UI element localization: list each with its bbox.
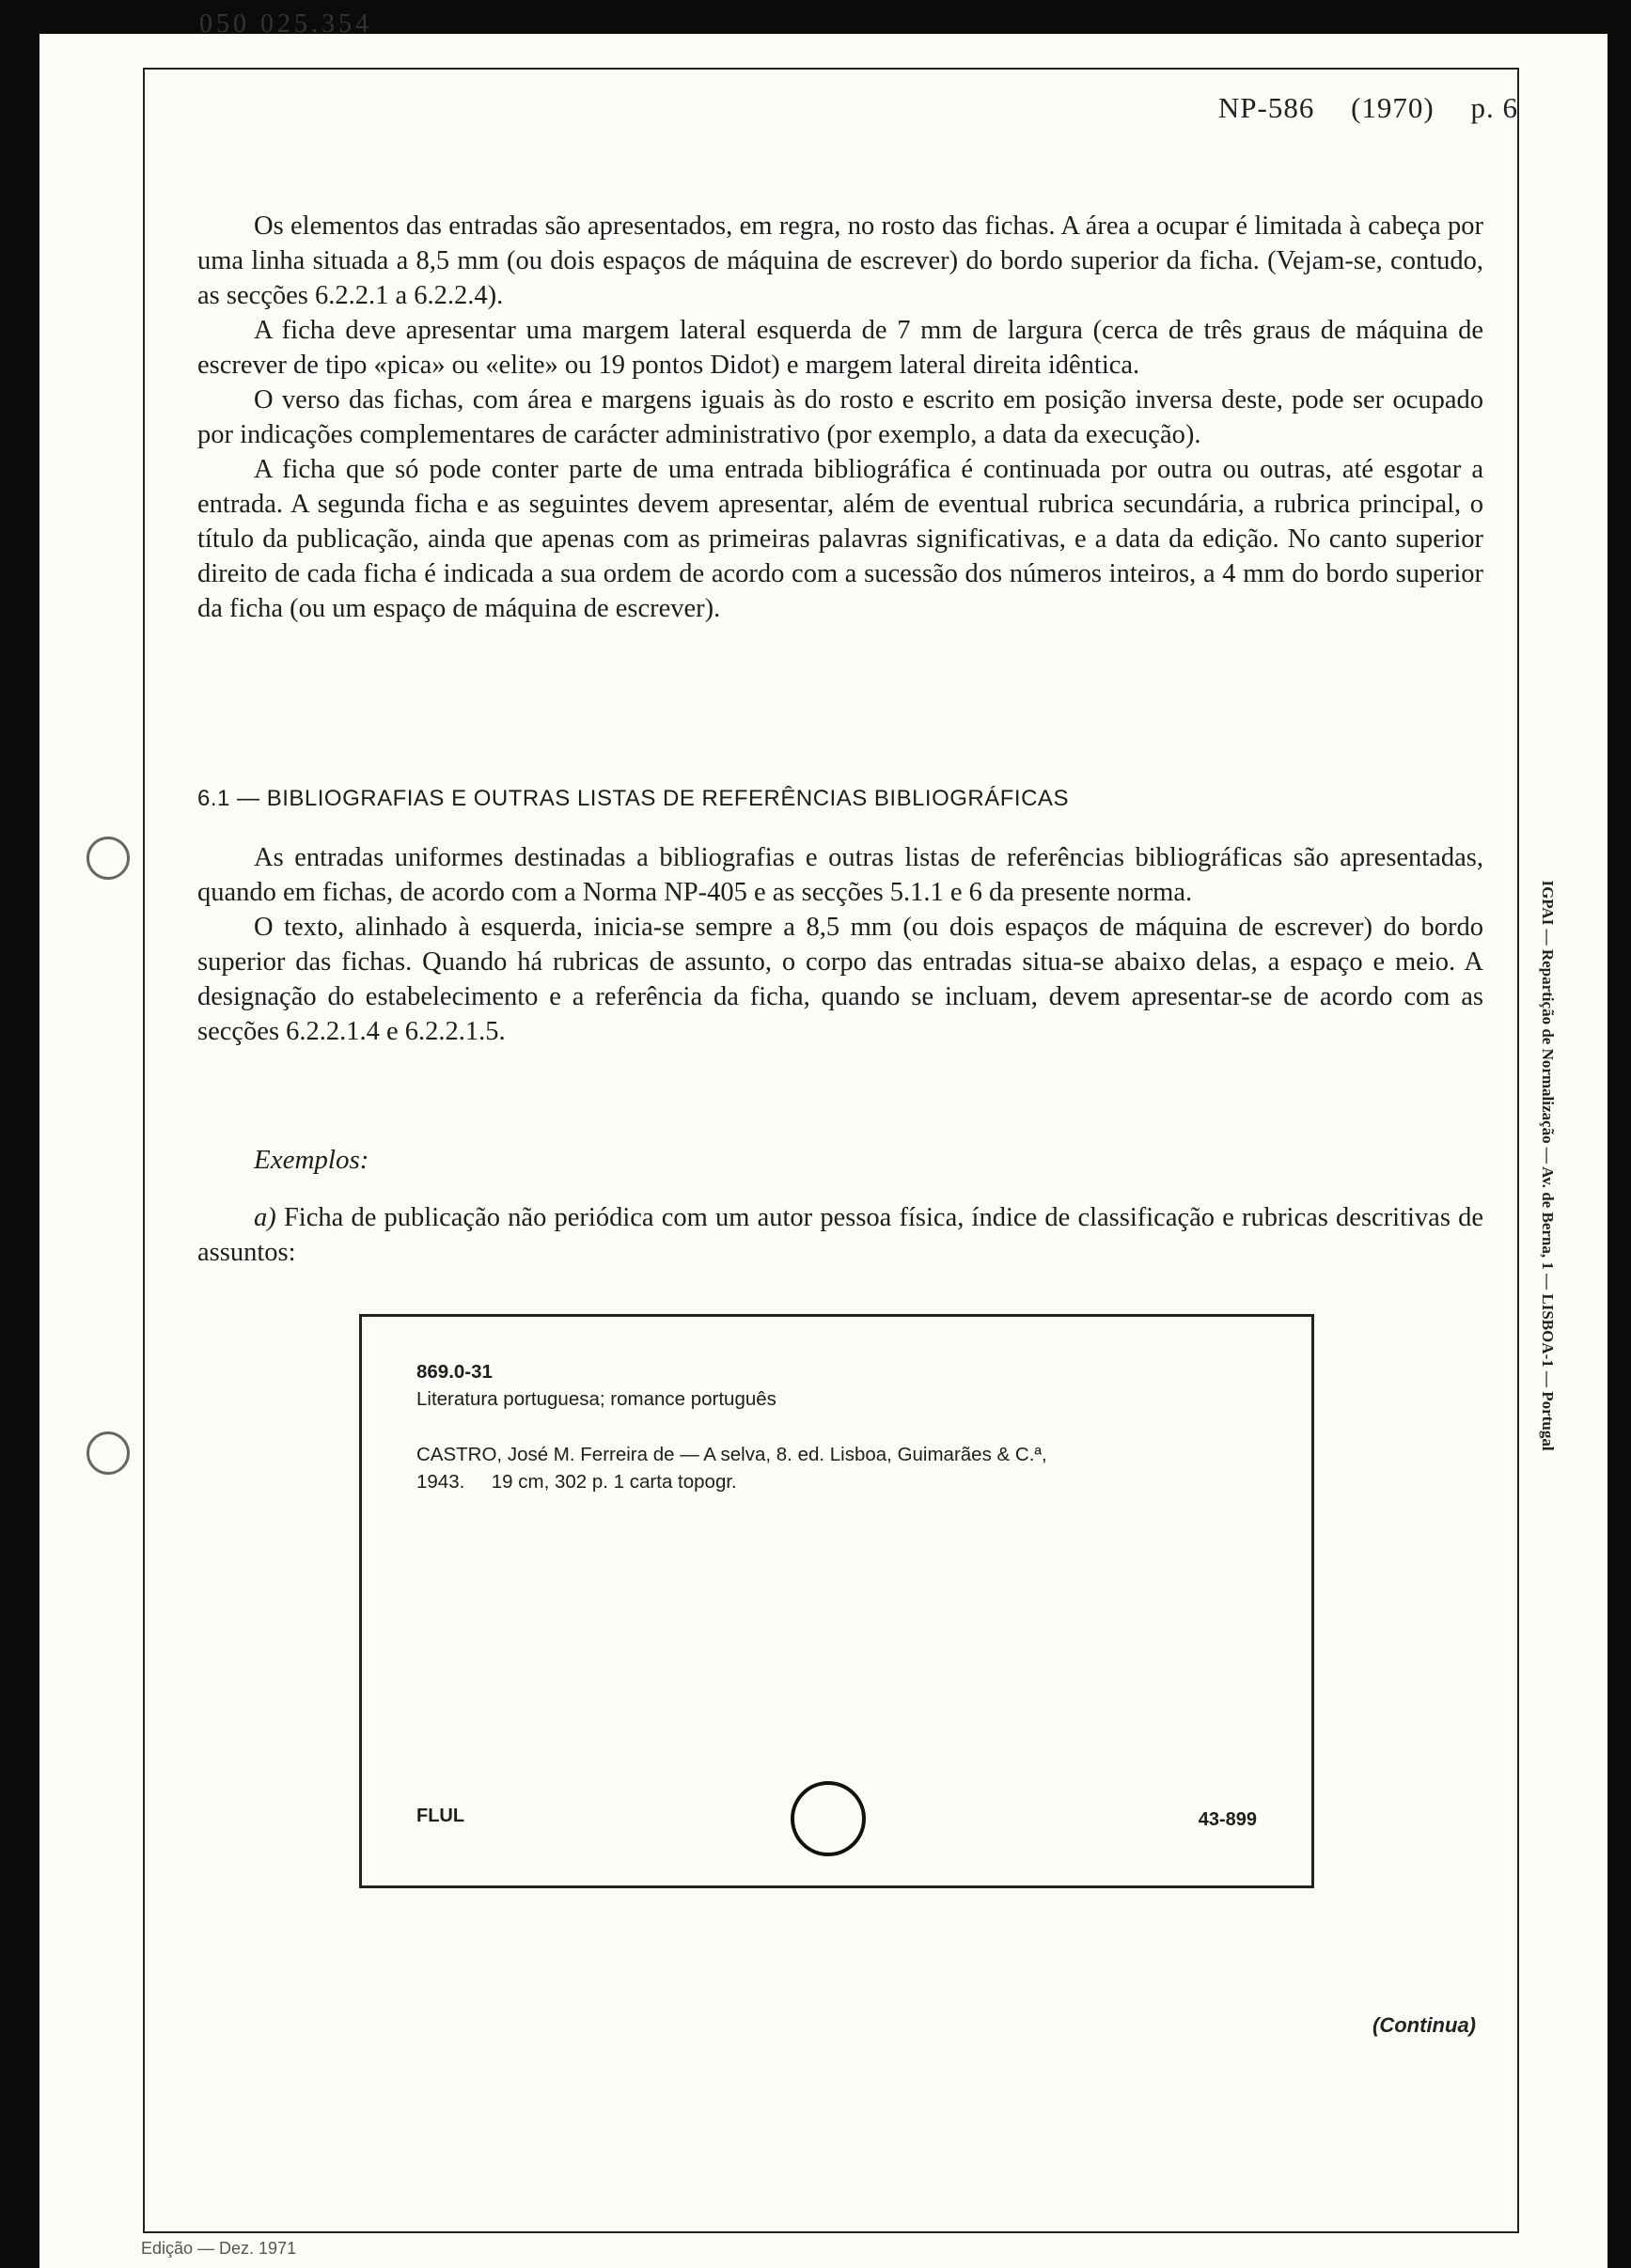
paragraph: A ficha que só pode conter parte de uma entrada bibliográfica é continuada por outra ou outras, até esgotar a entrada. A segunda ficha e as seguintes devem apresentar, além de eventual rubrica secundária, a rubrica principal, o título da publicação, ainda que apenas com as primeiras palavras significativas, e a data da edição. No canto superior direito de cada ficha é indicada a sua ordem de acordo com a sucessão dos números inteiros, a 4 mm do bordo superior da ficha (ou um espaço de máquina de escrever). bbox=[197, 455, 1483, 623]
paragraph: Os elementos das entradas são apresentados, em regra, no rosto das fichas. A área a ocupar é limitada à cabeça por uma linha situada a 8,5 mm (ou dois espaços de máquina de escrever) do bordo superior da ficha. (Vejam-se, contudo, as secções 6.2.2.1 a 6.2.2.4). bbox=[197, 211, 1483, 310]
example-description: Ficha de publicação não periódica com um autor pessoa física, índice de classificação e rubricas descritivas de assuntos: bbox=[197, 1203, 1484, 1267]
page-header bbox=[1190, 91, 1518, 125]
example-a bbox=[197, 1200, 1483, 1270]
paragraph: O verso das fichas, com área e margens iguais às do rosto e escrito em posição inversa deste, pode ser ocupado por indicações complementares de carácter administrativo (por exemplo, a data da execução). bbox=[197, 385, 1483, 449]
example-marker: a) bbox=[254, 1203, 276, 1232]
top-stamp: 050 025.354 bbox=[199, 9, 372, 39]
section-text bbox=[197, 840, 1483, 1049]
paragraph: O texto, alinhado à esquerda, inicia-se sempre a 8,5 mm (ou dois espaços de máquina de escrever) do bordo superior das fichas. Quando há rubricas de assunto, o corpo das entradas situa-se abaixo delas, a espaço e meio. A designação do estabelecimento e a referência da ficha, quando se incluam, devem apresentar-se de acordo com as secções 6.2.2.1.4 e 6.2.2.1.5. bbox=[197, 913, 1483, 1046]
paragraph: A ficha deve apresentar uma margem lateral esquerda de 7 mm de largura (cerca de três graus de máquina de escrever de tipo «pica» ou «elite» ou 19 pontos Didot) e margem lateral direita idêntica. bbox=[197, 316, 1483, 380]
doc-number: NP-586 bbox=[1217, 91, 1315, 124]
card-institution: FLUL bbox=[416, 1806, 465, 1826]
intro-text bbox=[197, 209, 1483, 626]
page-number: p. 6 bbox=[1470, 91, 1518, 124]
continued-note: (Continua) bbox=[1372, 2013, 1476, 2037]
card-entry-line-2: 1943. 19 cm, 302 p. 1 carta topogr. bbox=[416, 1471, 737, 1493]
card-hole-circle bbox=[791, 1781, 866, 1856]
card-entry-line-1: CASTRO, José M. Ferreira de — A selva, 8. ed. Lisboa, Guimarães & C.ª, bbox=[416, 1444, 1047, 1465]
punch-hole-top bbox=[86, 837, 130, 880]
card-subjects: Literatura portuguesa; romance português bbox=[416, 1388, 776, 1410]
examples-label: Exemplos: bbox=[254, 1145, 369, 1175]
footer-edition-note: Edição — Dez. 1971 bbox=[141, 2239, 297, 2258]
publisher-sidebar bbox=[1536, 808, 1559, 1523]
card-class-index: 869.0-31 bbox=[416, 1361, 493, 1383]
publisher-address: IGPAI — Repartição de Normalização — Av. de Berna, 1 — LISBOA-1 — Portugal bbox=[1539, 880, 1557, 1451]
card-reference: 43-899 bbox=[1198, 1809, 1257, 1830]
doc-year: (1970) bbox=[1351, 91, 1435, 124]
paragraph: As entradas uniformes destinadas a bibliografias e outras listas de referências bibliográficas são apresentadas, quando em fichas, de acordo com a Norma NP-405 e as secções 5.1.1 e 6 da presente norma. bbox=[197, 843, 1483, 907]
section-heading: 6.1 — BIBLIOGRAFIAS E OUTRAS LISTAS DE REFERÊNCIAS BIBLIOGRÁFICAS bbox=[197, 786, 1069, 811]
catalog-card bbox=[359, 1314, 1314, 1888]
punch-hole-bottom bbox=[86, 1431, 130, 1475]
